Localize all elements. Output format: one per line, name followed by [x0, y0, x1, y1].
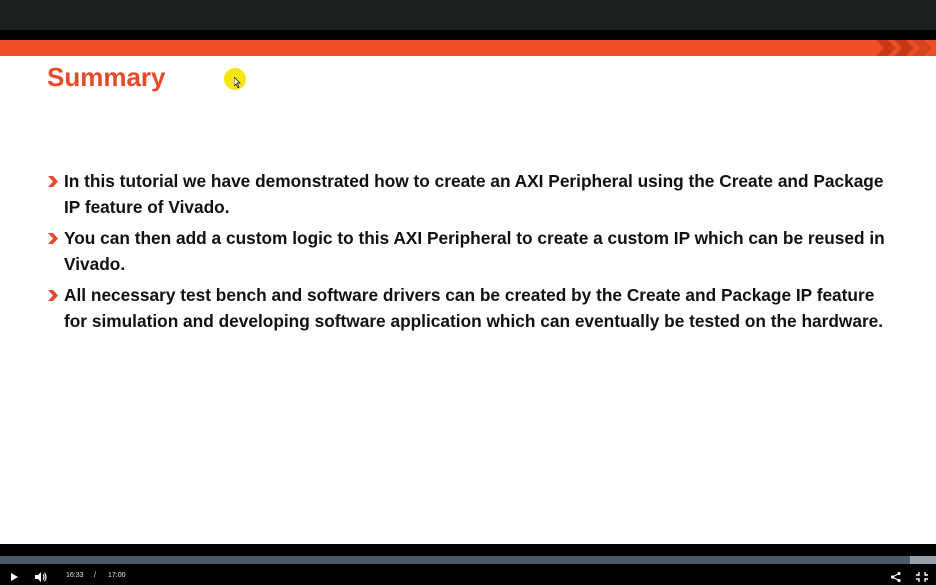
time-separator: /: [94, 572, 96, 579]
slide-title: Summary: [47, 62, 166, 92]
bullet-text: You can then add a custom logic to this AXI Peripheral to create a custom IP which can be reused in Vivado.: [64, 228, 885, 274]
share-icon[interactable]: [889, 571, 903, 583]
bullet-item: [47, 282, 897, 334]
top-bar: [0, 0, 936, 30]
mouse-cursor-icon: [234, 77, 242, 88]
duration: 17:00: [108, 572, 126, 579]
volume-icon[interactable]: [34, 571, 48, 583]
bullet-chevron-icon: [47, 233, 59, 244]
top-letterbox: [0, 30, 936, 40]
bullet-item: [47, 168, 897, 220]
bullet-text: In this tutorial we have demonstrated how to create an AXI Peripheral using the Create and Package IP feature of Vivado.: [64, 171, 884, 217]
fullscreen-icon[interactable]: [915, 571, 929, 583]
bullet-chevron-icon: [47, 176, 59, 187]
current-time: 16:33: [66, 572, 84, 579]
accent-chevron-decoration: [866, 40, 936, 56]
bullet-text: All necessary test bench and software drivers can be created by the Create and Package IP feature for simulation and developing software application which can eventually be tested on the hardware.: [64, 285, 884, 331]
video-player-controls: [0, 544, 936, 585]
progress-buffered: [910, 556, 936, 564]
progress-bar[interactable]: [0, 556, 936, 564]
slide-accent-bar: [0, 40, 936, 56]
bullet-list: [47, 168, 897, 339]
bullet-chevron-icon: [47, 290, 59, 301]
presentation-slide: [0, 40, 936, 544]
play-icon[interactable]: [8, 571, 22, 583]
progress-played: [0, 556, 911, 564]
bullet-item: [47, 225, 897, 277]
